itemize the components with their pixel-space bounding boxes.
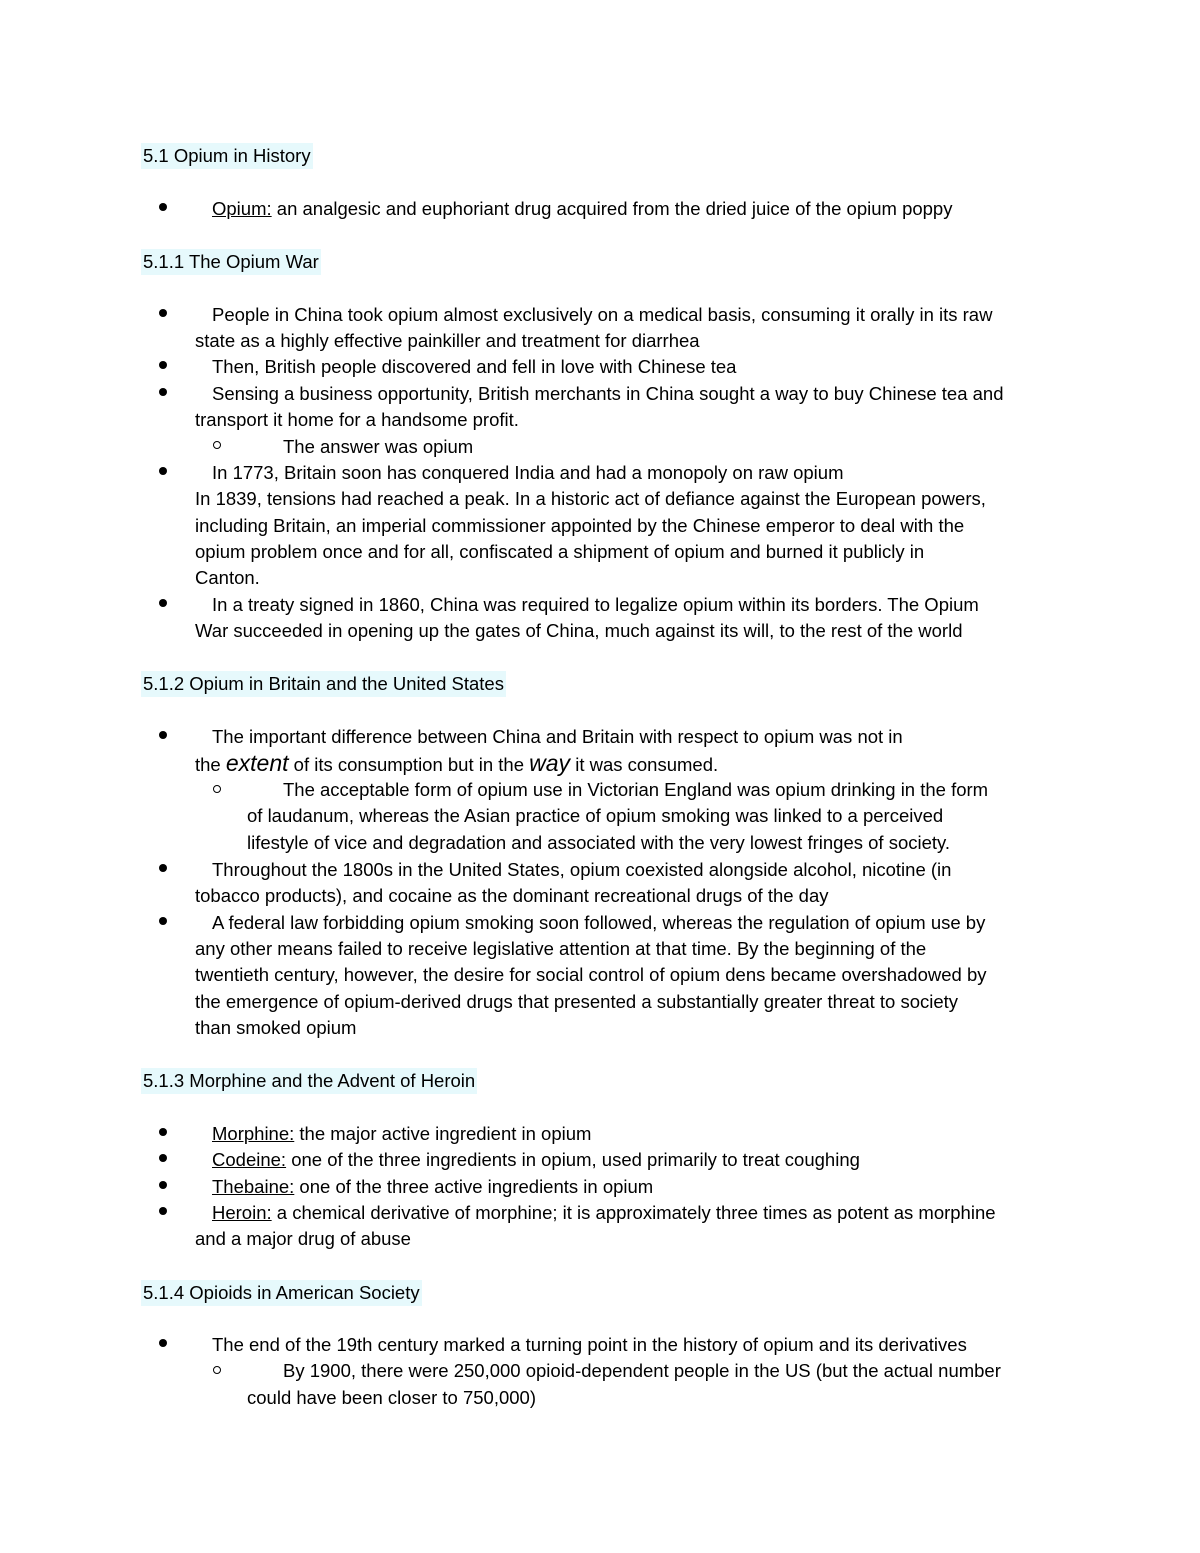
definition-line: [212, 1174, 653, 1200]
term-label: Thebaine:: [212, 1176, 295, 1197]
section-heading: 5.1.4 Opioids in American Society: [141, 1280, 422, 1306]
list-item-text: Sensing a business opportunity, British merchants in China sought a way to buy Chinese tea and: [212, 383, 1004, 404]
section-heading: 5.1.1 The Opium War: [141, 249, 321, 275]
definition-text: a chemical derivative of morphine; it is approximately three times as potent as morphine: [271, 1202, 996, 1223]
list-item-text: than smoked opium: [195, 1017, 357, 1038]
sub-list-item-text: By 1900, there were 250,000 opioid-dependent people in the US (but the actual number: [283, 1360, 1001, 1381]
bullet-icon: [159, 1339, 167, 1347]
definition-line: [212, 1147, 860, 1173]
emphasis-text: extent: [225, 750, 289, 776]
list-item-text: Then, British people discovered and fell in love with Chinese tea: [212, 356, 737, 377]
list-item-text: tobacco products), and cocaine as the dominant recreational drugs of the day: [195, 885, 829, 906]
list-item-text: The end of the 19th century marked a turning point in the history of opium and its derivatives: [212, 1334, 967, 1355]
list-item-text: A federal law forbidding opium smoking soon followed, whereas the regulation of opium use by: [212, 912, 986, 933]
definition-text: one of the three ingredients in opium, used primarily to treat coughing: [286, 1149, 860, 1170]
sub-list-item-text: The acceptable form of opium use in Victorian England was opium drinking in the form: [283, 779, 989, 800]
list-item-text: In a treaty signed in 1860, China was required to legalize opium within its borders. The Opium: [212, 594, 979, 615]
bullet-icon: [159, 309, 167, 317]
list-item-text: Canton.: [195, 567, 260, 588]
bullet-icon: [159, 864, 167, 872]
list-item-text: Throughout the 1800s in the United States, opium coexisted alongside alcohol, nicotine (in: [212, 859, 952, 880]
sub-bullet-icon: [213, 441, 221, 449]
sub-list-item-text: The answer was opium: [283, 436, 474, 457]
list-item-text: twentieth century, however, the desire for social control of opium dens became overshadowed by: [195, 964, 987, 985]
sub-bullet-icon: [213, 785, 221, 793]
text-run: it was consumed.: [570, 754, 719, 775]
definition-line: [212, 1121, 591, 1147]
section-heading: 5.1.2 Opium in Britain and the United States: [141, 671, 506, 697]
bullet-icon: [159, 917, 167, 925]
definition-text: an analgesic and euphoriant drug acquired from the dried juice of the opium poppy: [271, 198, 953, 219]
list-item-text: People in China took opium almost exclusively on a medical basis, consuming it orally in its raw: [212, 304, 993, 325]
sub-list-item-text: of laudanum, whereas the Asian practice of opium smoking was linked to a perceived: [247, 805, 944, 826]
list-item-text: state as a highly effective painkiller and treatment for diarrhea: [195, 330, 700, 351]
list-item-text: In 1839, tensions had reached a peak. In a historic act of defiance against the European powers,: [195, 488, 986, 509]
bullet-icon: [159, 1128, 167, 1136]
emphasis-text: way: [529, 750, 571, 776]
bullet-icon: [159, 1207, 167, 1215]
list-item-text: [195, 750, 718, 776]
sub-bullet-icon: [213, 1366, 221, 1374]
list-item-text: and a major drug of abuse: [195, 1228, 411, 1249]
term-label: Morphine:: [212, 1123, 295, 1144]
list-item-text: the emergence of opium-derived drugs that presented a substantially greater threat to society: [195, 991, 959, 1012]
definition-text: one of the three active ingredients in opium: [294, 1176, 654, 1197]
list-item-text: In 1773, Britain soon has conquered India and had a monopoly on raw opium: [212, 462, 844, 483]
section-heading: 5.1 Opium in History: [141, 143, 313, 169]
bullet-icon: [159, 467, 167, 475]
list-item-text: The important difference between China and Britain with respect to opium was not in: [212, 726, 903, 747]
text-run: the: [195, 754, 226, 775]
term-label: Codeine:: [212, 1149, 287, 1170]
list-item-text: any other means failed to receive legislative attention at that time. By the beginning of the: [195, 938, 927, 959]
definition-text: the major active ingredient in opium: [294, 1123, 592, 1144]
bullet-icon: [159, 1181, 167, 1189]
sub-list-item-text: could have been closer to 750,000): [247, 1387, 537, 1408]
definition-line: [212, 196, 952, 222]
list-item-text: transport it home for a handsome profit.: [195, 409, 519, 430]
list-item-text: War succeeded in opening up the gates of China, much against its will, to the rest of the world: [195, 620, 963, 641]
sub-list-item-text: lifestyle of vice and degradation and associated with the very lowest fringes of society.: [247, 832, 951, 853]
term-label: Opium:: [212, 198, 272, 219]
definition-line: [212, 1200, 996, 1226]
bullet-icon: [159, 1154, 167, 1162]
bullet-icon: [159, 388, 167, 396]
term-label: Heroin:: [212, 1202, 272, 1223]
list-item-text: opium problem once and for all, confiscated a shipment of opium and burned it publicly in: [195, 541, 925, 562]
bullet-icon: [159, 361, 167, 369]
section-heading: 5.1.3 Morphine and the Advent of Heroin: [141, 1068, 477, 1094]
bullet-icon: [159, 731, 167, 739]
bullet-icon: [159, 203, 167, 211]
list-item-text: including Britain, an imperial commissioner appointed by the Chinese emperor to deal with the: [195, 515, 965, 536]
bullet-icon: [159, 599, 167, 607]
text-run: of its consumption but in the: [288, 754, 530, 775]
